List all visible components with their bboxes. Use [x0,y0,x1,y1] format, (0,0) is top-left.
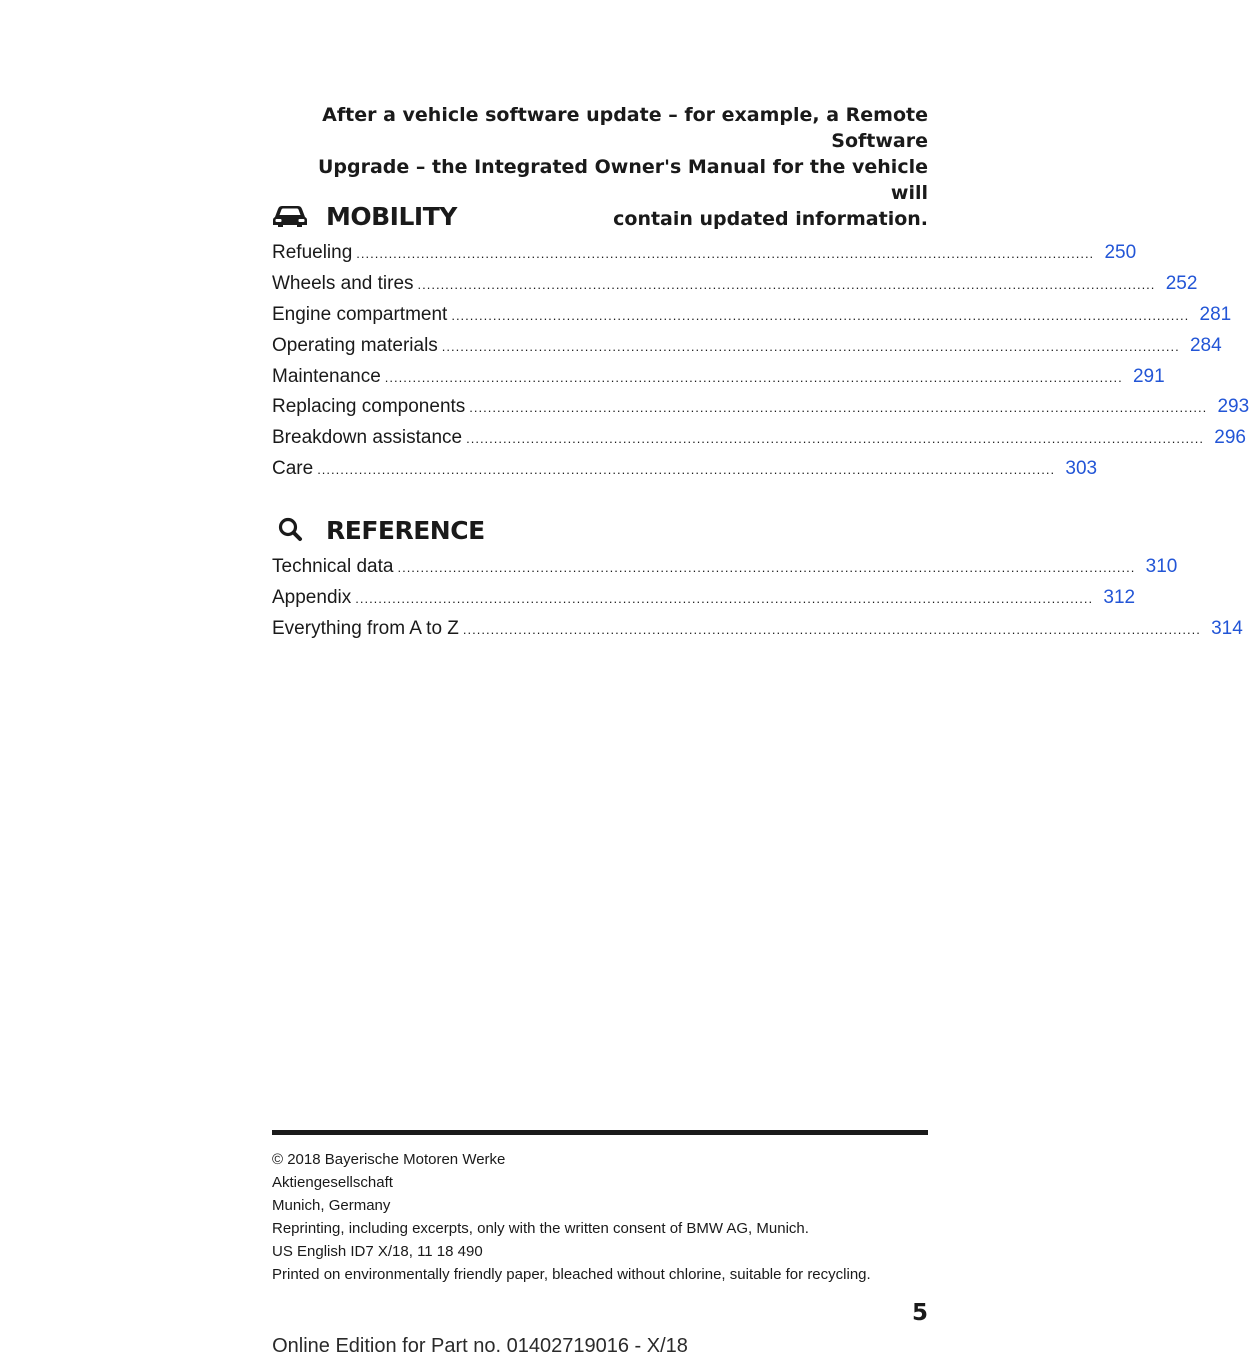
section-title: REFERENCE [326,515,485,545]
toc-entry-label: Maintenance [272,365,381,387]
toc-entry-operating-materials[interactable] [272,331,1222,362]
dot-leader: ................................................................................................................................................................ [397,560,1136,575]
dot-leader: ................................................................................................................................................................ [466,431,1204,447]
toc-page-link[interactable]: 310 [1145,556,1178,577]
dot-leader: ................................................................................................................................................................ [355,590,1094,606]
dot-leader: ................................................................................................................................................................ [469,400,1208,416]
toc-entry-wheels-and-tires[interactable] [272,269,1198,300]
toc-page-link[interactable]: 312 [1103,586,1136,608]
toc-page-link[interactable]: 250 [1104,242,1137,263]
toc-entry-label: Refueling [272,242,353,263]
toc-entry-label: Everything from A to Z [272,617,459,639]
toc-page-link[interactable]: 296 [1214,427,1246,449]
update-notice-line-3: contain updated information. [613,208,928,230]
imprint-divider [272,1130,928,1135]
page-number: 5 [911,1300,928,1326]
toc-entry-maintenance[interactable] [272,362,1165,393]
toc-page-link[interactable]: 293 [1217,396,1249,418]
toc-entry-label: Technical data [272,556,394,577]
toc-entry-label: Engine compartment [272,303,448,325]
section-heading-mobility [272,198,928,234]
toc-entry-label: Replacing components [272,396,466,418]
dot-leader: ................................................................................................................................................................ [384,369,1123,385]
toc-entry-label: Breakdown assistance [272,427,463,449]
imprint-reprint-notice: Reprinting, including excerpts, only with the written consent of BMW AG, Munich. [272,1220,809,1237]
toc-entry-engine-compartment[interactable] [272,300,1232,331]
imprint-paper-notice: Printed on environmentally friendly paper, bleached without chlorine, suitable for recycling. [272,1266,871,1283]
toc-entry-label: Appendix [272,586,352,608]
toc-page-link[interactable]: 252 [1165,272,1198,294]
imprint-company: Aktiengesellschaft [272,1174,393,1191]
dot-leader: ................................................................................................................................................................ [451,307,1190,323]
toc-entry-label: Care [272,458,314,480]
toc-entry-label: Wheels and tires [272,272,414,294]
toc-entry-refueling[interactable] [272,238,1137,269]
imprint-location: Munich, Germany [272,1197,391,1214]
toc-entry-replacing-components[interactable] [272,392,1249,423]
toc-list-reference [272,552,1243,645]
update-notice-line-2: Upgrade – the Integrated Owner's Manual for the vehicle will [317,156,928,204]
update-notice-line-1: After a vehicle software update – for example, a Remote Software [322,104,928,152]
imprint-edition: US English ID7 X/18, 11 18 490 [272,1243,483,1260]
toc-entry-care[interactable] [272,454,1098,485]
toc-entry-appendix[interactable] [272,583,1136,614]
section-title: MOBILITY [326,201,457,231]
dot-leader: ................................................................................................................................................................ [417,276,1156,292]
imprint-copyright: © 2018 Bayerische Motoren Werke [272,1151,506,1168]
toc-page-link[interactable]: 284 [1189,334,1222,356]
toc-page-link[interactable]: 303 [1065,458,1098,480]
dot-leader: ................................................................................................................................................................ [441,338,1180,354]
toc-entry-breakdown-assistance[interactable] [272,423,1246,454]
toc-list-mobility [272,238,1249,485]
toc-entry-everything-from-a-to-z[interactable] [272,614,1243,645]
dot-leader: ................................................................................................................................................................ [317,462,1056,478]
online-edition-footer: Online Edition for Part no. 01402719016 - X/18 [272,1335,688,1357]
dot-leader: ................................................................................................................................................................ [356,246,1095,261]
toc-entry-technical-data[interactable] [272,552,1178,583]
dot-leader: ................................................................................................................................................................ [462,621,1201,637]
toc-page-link[interactable]: 314 [1211,617,1243,639]
toc-page-link[interactable]: 281 [1199,303,1232,325]
section-heading-reference [272,512,928,548]
search-icon [272,515,312,545]
toc-page-link[interactable]: 291 [1132,365,1165,387]
imprint [272,1148,928,1286]
toc-entry-label: Operating materials [272,334,438,356]
car-icon [272,201,312,231]
